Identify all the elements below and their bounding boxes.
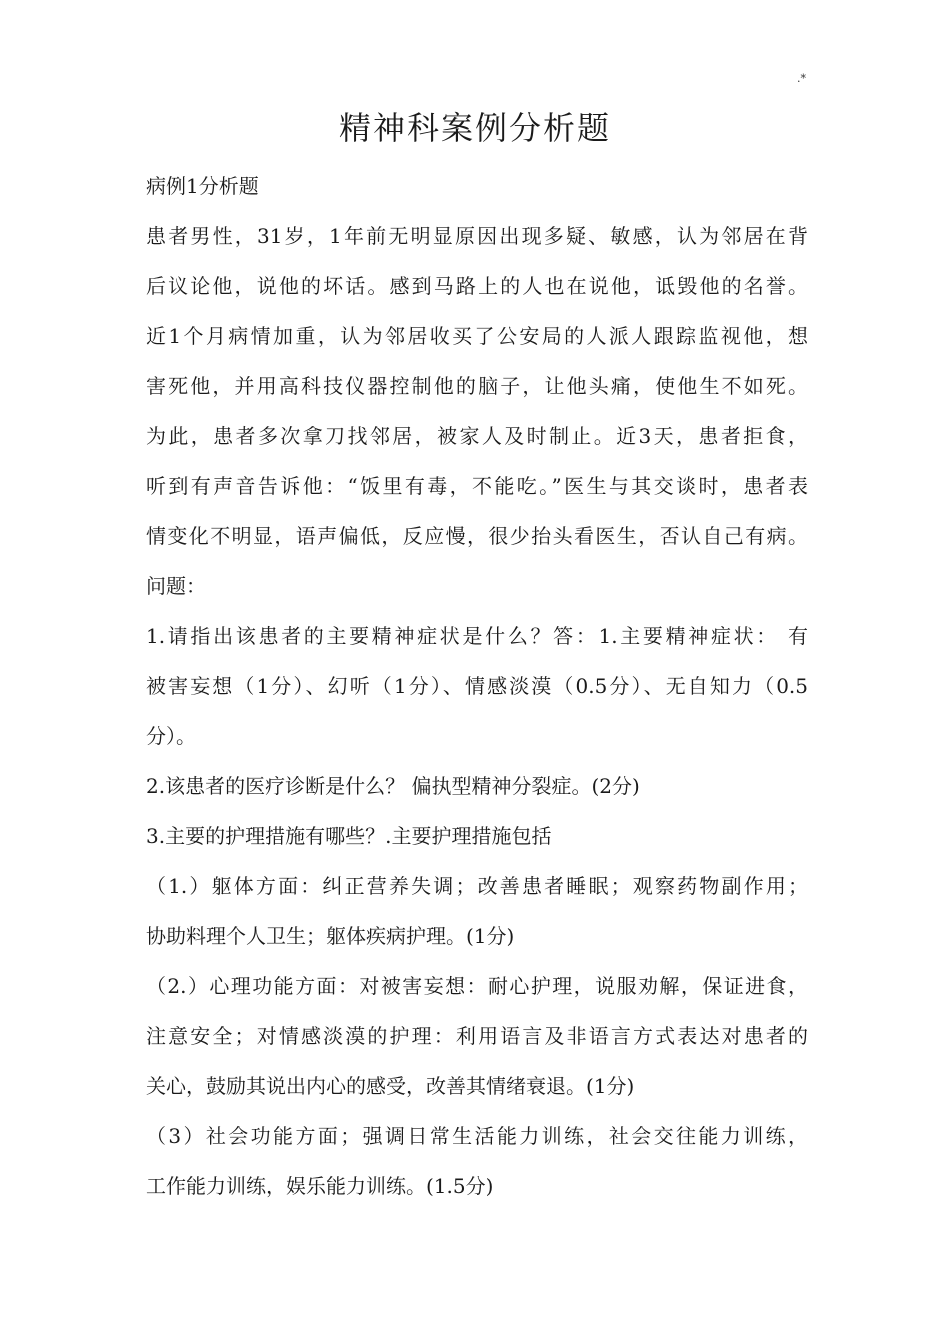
question-1-line: 分）。 [146, 724, 196, 748]
care-item-3-line: 工作能力训练，娱乐能力训练。(1.5分) [146, 1174, 494, 1198]
care-item-2-line: 注意安全；对情感淡漠的护理：利用语言及非语言方式表达对患者的 [146, 1024, 808, 1048]
page-header-mark: .* [797, 72, 806, 85]
questions-heading: 问题： [146, 574, 206, 598]
question-1-line: 被害妄想（1分）、幻听（1分）、情感淡漠（0.5分）、无自知力（0.5 [146, 674, 808, 698]
document-title: 精神科案例分析题 [338, 109, 611, 147]
care-item-1-line: 协助料理个人卫生；躯体疾病护理。(1分) [146, 924, 515, 948]
question-3-line: 3.主要的护理措施有哪些？.主要护理措施包括 [146, 824, 552, 848]
question-1-line: 1.请指出该患者的主要精神症状是什么？答：1.主要精神症状： 有 [146, 624, 808, 648]
care-item-3-line: （3）社会功能方面；强调日常生活能力训练，社会交往能力训练， [146, 1124, 808, 1148]
case-paragraph-line: 听到有声音告诉他：“饭里有毒，不能吃。”医生与其交谈时，患者表 [146, 474, 808, 498]
care-item-1-line: （1.）躯体方面：纠正营养失调；改善患者睡眠；观察药物副作用； [146, 874, 808, 898]
case-paragraph-line: 后议论他，说他的坏话。感到马路上的人也在说他，诋毁他的名誉。 [146, 274, 808, 298]
question-2-line: 2.该患者的医疗诊断是什么？ 偏执型精神分裂症。(2分) [146, 774, 640, 798]
case-paragraph-line: 近1个月病情加重，认为邻居收买了公安局的人派人跟踪监视他，想 [146, 324, 808, 348]
case-paragraph-line: 患者男性，31岁，1年前无明显原因出现多疑、敏感，认为邻居在背 [146, 224, 808, 248]
case-paragraph-line: 为此，患者多次拿刀找邻居，被家人及时制止。近3天，患者拒食， [146, 424, 808, 448]
section-heading-case-1: 病例1分析题 [146, 174, 259, 198]
care-item-2-line: （2.）心理功能方面：对被害妄想：耐心护理，说服劝解，保证进食， [146, 974, 808, 998]
case-paragraph-line: 害死他，并用高科技仪器控制他的脑子，让他头痛，使他生不如死。 [146, 374, 808, 398]
document-body [146, 168, 808, 1218]
case-paragraph-line: 情变化不明显，语声偏低，反应慢，很少抬头看医生，否认自己有病。 [146, 524, 808, 548]
care-item-2-line: 关心，鼓励其说出内心的感受，改善其情绪衰退。(1分) [146, 1074, 635, 1098]
